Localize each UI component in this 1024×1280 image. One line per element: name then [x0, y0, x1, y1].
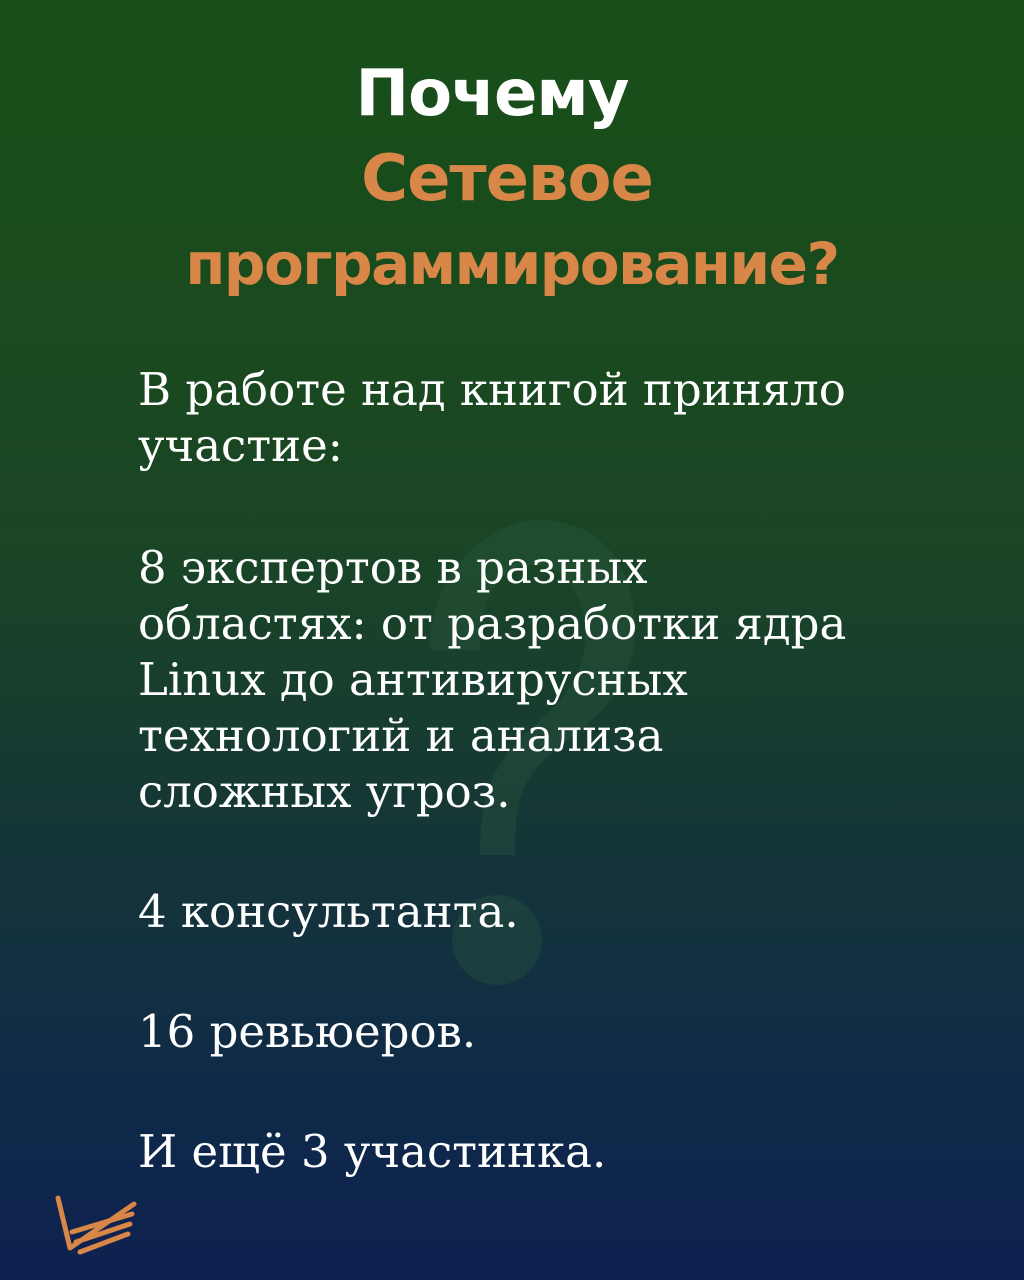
- paragraph-others: И ещё 3 участинка.: [138, 1125, 607, 1178]
- headline: [0, 52, 1024, 307]
- body-text: [138, 362, 958, 1180]
- headline-line-3: программирование?: [185, 230, 839, 298]
- paragraph-experts: 8 экспертов в разных областях: от разработки ядра Linux до антивирусных технологий и анализа сложных угроз.: [138, 541, 847, 818]
- paragraph-consultants: 4 консультанта.: [138, 885, 519, 938]
- publisher-logo-icon: [50, 1190, 140, 1260]
- headline-line-2: Сетевое: [361, 142, 653, 216]
- paragraph-reviewers: 16 ревьюеров.: [138, 1005, 477, 1058]
- headline-line-1: Почему: [355, 57, 629, 131]
- paragraph-intro: В работе над книгой приняло участие:: [138, 363, 846, 472]
